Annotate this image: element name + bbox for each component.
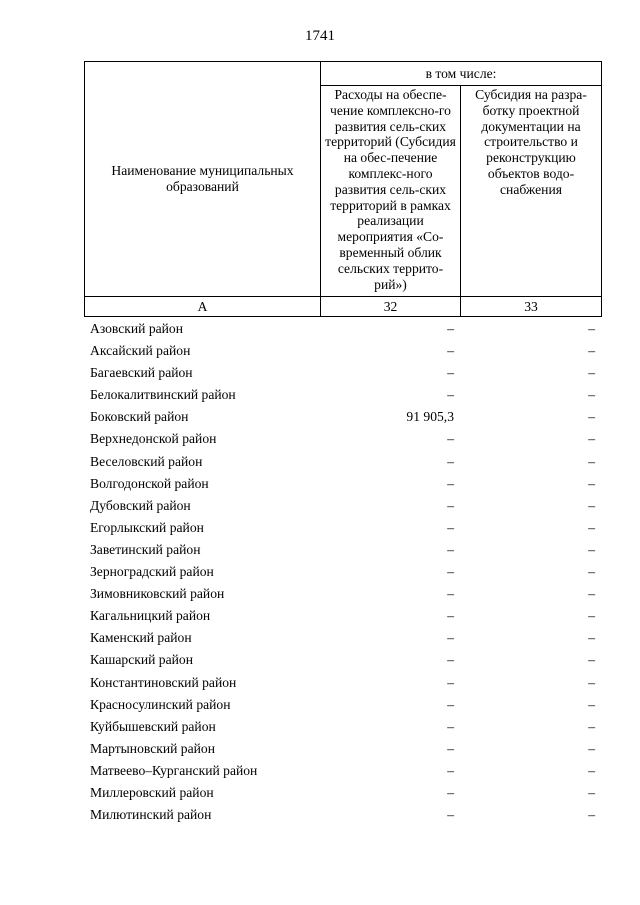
value-col33: – (588, 807, 595, 823)
value-col32: – (447, 652, 454, 668)
table-row (84, 428, 601, 450)
value-col32: – (447, 586, 454, 602)
header-name-label: Наименование муниципальных образований (111, 163, 294, 194)
table-row (84, 473, 601, 495)
value-col32: – (447, 696, 454, 712)
table-row (84, 517, 601, 539)
table-row (84, 340, 601, 362)
table-row (84, 716, 601, 738)
header-name-cell (85, 62, 321, 297)
table-row (84, 495, 601, 517)
value-col33: – (588, 343, 595, 359)
value-col32: – (447, 807, 454, 823)
table-row (84, 583, 601, 605)
table-body (84, 318, 601, 826)
value-col33: – (588, 497, 595, 513)
table-row (84, 627, 601, 649)
header-group-cell (321, 62, 602, 86)
value-col33: – (588, 365, 595, 381)
value-col32: – (447, 431, 454, 447)
value-col32: – (447, 365, 454, 381)
table-row (84, 539, 601, 561)
municipality-name: Дубовский район (90, 497, 191, 513)
municipality-name: Мартыновский район (90, 740, 215, 756)
value-col33: – (588, 321, 595, 336)
value-col33: – (588, 387, 595, 403)
value-col33: – (588, 718, 595, 734)
table-row (84, 605, 601, 627)
value-col33: – (588, 696, 595, 712)
header-col33-cell (461, 86, 602, 297)
value-col33: – (588, 630, 595, 646)
table-header (84, 61, 602, 317)
value-col32: – (447, 740, 454, 756)
value-col32: – (447, 519, 454, 535)
value-col32: – (447, 762, 454, 778)
table-row (84, 782, 601, 804)
municipality-name: Зимовниковский район (90, 586, 225, 602)
value-col33: – (588, 519, 595, 535)
table-row (84, 760, 601, 782)
table-row (84, 804, 601, 826)
municipality-name: Кагальницкий район (90, 608, 211, 624)
municipality-name: Боковский район (90, 409, 189, 425)
table-row (84, 384, 601, 406)
value-col33: – (588, 586, 595, 602)
municipality-name: Багаевский район (90, 365, 193, 381)
page-number: 1741 (305, 28, 335, 44)
value-col32: – (447, 475, 454, 491)
value-col32: – (447, 343, 454, 359)
table-row (84, 362, 601, 384)
table-row (84, 738, 601, 760)
municipality-name: Матвеево–Курганский район (90, 762, 258, 778)
table-row (84, 406, 601, 428)
value-col32: – (447, 630, 454, 646)
value-col33: – (588, 409, 595, 425)
value-col33: – (588, 608, 595, 624)
value-col32: – (447, 541, 454, 557)
table-row (84, 694, 601, 716)
value-col33: – (588, 740, 595, 756)
value-col33: – (588, 431, 595, 447)
value-col32: – (447, 387, 454, 403)
value-col33: – (588, 564, 595, 580)
value-col33: – (588, 674, 595, 690)
value-col32: – (447, 497, 454, 513)
value-col32: – (447, 564, 454, 580)
municipality-name: Азовский район (90, 321, 184, 336)
municipality-name: Белокалитвинский район (90, 387, 236, 403)
value-col32: – (447, 608, 454, 624)
table-row (84, 672, 601, 694)
municipality-name: Кашарский район (90, 652, 193, 668)
municipality-name: Аксайский район (90, 343, 191, 359)
header-code-32: 32 (321, 297, 461, 317)
value-col33: – (588, 784, 595, 800)
header-col32-cell (321, 86, 461, 297)
municipality-name: Милютинский район (90, 807, 212, 823)
municipality-name: Красносулинский район (90, 696, 231, 712)
municipality-name: Верхнедонской район (90, 431, 217, 447)
value-col33: – (588, 453, 595, 469)
table-row (84, 451, 601, 473)
municipality-name: Заветинский район (90, 541, 201, 557)
value-col33: – (588, 475, 595, 491)
value-col32: – (447, 784, 454, 800)
table-row (84, 561, 601, 583)
municipality-name: Зерноградский район (90, 564, 214, 580)
header-code-name: А (85, 297, 321, 317)
municipality-name: Миллеровский район (90, 784, 214, 800)
header-group-label: в том числе: (425, 65, 497, 81)
value-col32: – (447, 321, 454, 336)
header-code-33: 33 (461, 297, 602, 317)
municipality-name: Егорлыкский район (90, 519, 204, 535)
header-col32-label: Расходы на обеспе-чение комплексно-го развития сель-ских территорий (Субсидия на обес-печение комплекс-ного развития сель-ских территорий в рамках реализации мероприятия «Со-временный облик сельских террито-рий») (325, 87, 456, 292)
value-col33: – (588, 762, 595, 778)
table-row (84, 318, 601, 340)
value-col33: – (588, 541, 595, 557)
header-col33-label: Субсидия на разра-ботку проектной документации на строительство и реконструкцию объектов водо-снабжения (475, 87, 587, 197)
table-row (84, 649, 601, 671)
value-col32: 91 905,3 (406, 409, 454, 425)
municipality-name: Волгодонской район (90, 475, 209, 491)
municipality-name: Каменский район (90, 630, 192, 646)
municipality-name: Константиновский район (90, 674, 237, 690)
value-col32: – (447, 718, 454, 734)
municipality-name: Веселовский район (90, 453, 203, 469)
municipality-name: Куйбышевский район (90, 718, 216, 734)
value-col33: – (588, 652, 595, 668)
value-col32: – (447, 674, 454, 690)
value-col32: – (447, 453, 454, 469)
